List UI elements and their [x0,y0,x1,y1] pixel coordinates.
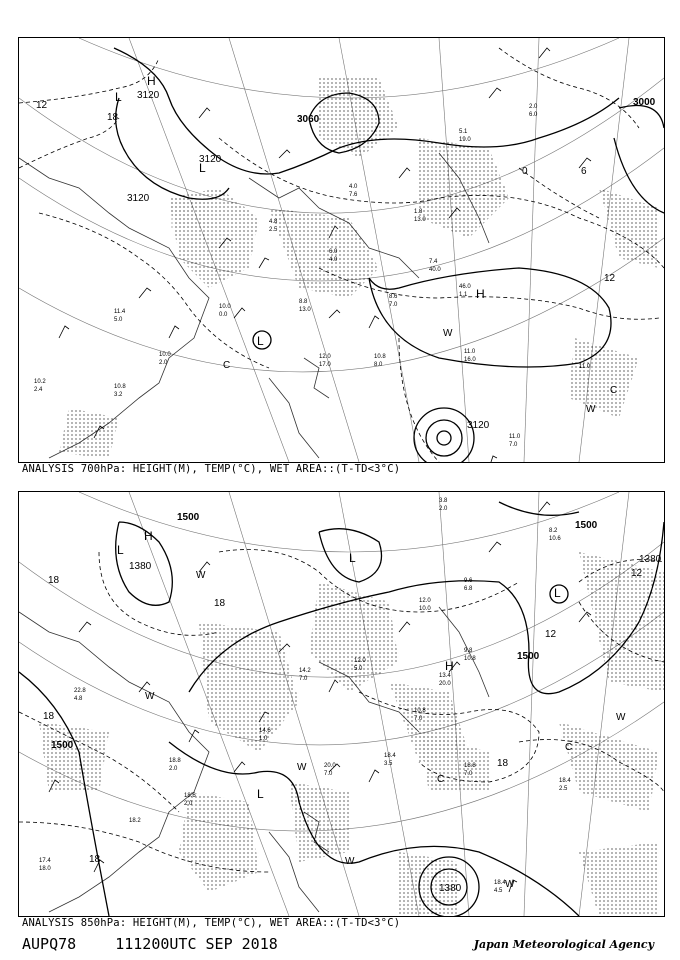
svg-text:8.0: 8.0 [374,362,383,368]
svg-text:8.6: 8.6 [389,294,398,300]
temp-label: 18 [48,575,60,586]
height-label: 3000 [633,97,656,108]
svg-text:18.2: 18.2 [129,818,141,824]
svg-text:4.8: 4.8 [269,219,278,225]
svg-text:5.0: 5.0 [354,666,363,672]
svg-text:8.8: 8.8 [299,299,308,305]
svg-text:13.4: 13.4 [439,673,451,679]
svg-text:5.1: 5.1 [459,129,468,135]
svg-text:3.2: 3.2 [114,392,123,398]
svg-text:11.0: 11.0 [464,349,476,355]
map-panel-850hpa [18,491,665,917]
temp-label: 18 [107,112,119,123]
low-center: L [257,334,264,348]
svg-text:46.0: 46.0 [459,284,471,290]
svg-text:17.4: 17.4 [39,858,51,864]
low-center: L [554,586,561,600]
temp-label: 0 [522,166,528,177]
svg-text:18.4: 18.4 [559,778,571,784]
caption-700hpa: ANALYSIS 700hPa: HEIGHT(M), TEMP(°C), WET AREA::(T-TD<3°C) [22,463,401,475]
svg-text:3.8: 3.8 [439,498,448,504]
height-label: 3120 [137,90,160,101]
svg-text:10.2: 10.2 [34,379,46,385]
svg-text:18.0: 18.0 [39,866,51,872]
svg-text:7.0: 7.0 [509,442,518,448]
svg-text:13.0: 13.0 [299,307,311,313]
svg-text:7.4: 7.4 [429,259,438,265]
svg-text:10.8: 10.8 [374,354,386,360]
svg-text:7.0: 7.0 [464,771,473,777]
low-center: L [257,787,264,801]
temp-label: 18 [497,758,509,769]
map-700hpa [19,38,664,462]
svg-text:0.0: 0.0 [219,312,228,318]
svg-text:17.0: 17.0 [319,362,331,368]
svg-text:7.0: 7.0 [324,771,333,777]
svg-text:40.0: 40.0 [429,267,441,273]
svg-text:2.0: 2.0 [159,360,168,366]
svg-text:18.6: 18.6 [184,793,196,799]
svg-text:18.4: 18.4 [494,880,506,886]
height-label: 3120 [467,420,490,431]
svg-text:4.8: 4.8 [74,696,83,702]
svg-text:20.0: 20.0 [324,763,336,769]
svg-text:11.0: 11.0 [579,364,591,370]
svg-text:2.5: 2.5 [559,786,568,792]
high-center: H [476,287,485,301]
warm-mark: W [443,328,453,339]
warm-mark: W [616,712,626,723]
map-panel-700hpa [18,37,665,463]
warm-mark: W [505,879,515,890]
svg-text:16.0: 16.0 [464,357,476,363]
svg-text:6.0: 6.0 [529,112,538,118]
cold-mark: C [610,385,618,396]
svg-text:4.0: 4.0 [329,257,338,263]
height-label: 1380 [439,883,462,894]
svg-text:14.6: 14.6 [259,728,271,734]
temp-label: 12 [545,629,557,640]
temp-label: 12 [36,100,48,111]
svg-text:10.8: 10.8 [114,384,126,390]
svg-text:2.0: 2.0 [439,506,448,512]
svg-text:12.0: 12.0 [319,354,331,360]
svg-text:6.0: 6.0 [329,249,338,255]
temp-label: 6 [581,166,587,177]
svg-text:8.2: 8.2 [549,528,558,534]
bulletin-datetime: 111200UTC SEP 2018 [115,935,278,953]
svg-text:9.8: 9.8 [464,648,473,654]
svg-text:6.8: 6.8 [464,586,473,592]
height-label: 3120 [127,193,150,204]
svg-text:18.8: 18.8 [464,763,476,769]
svg-text:1.1: 1.1 [459,292,468,298]
height-label: 1380 [129,561,152,572]
svg-text:2.0: 2.0 [184,801,193,807]
temp-label: 18 [43,711,55,722]
height-label: 1500 [517,651,540,662]
svg-text:4.5: 4.5 [494,888,503,894]
high-center: H [147,74,156,88]
high-center: H [445,659,454,673]
height-label: 1500 [51,740,74,751]
caption-850hpa: ANALYSIS 850hPa: HEIGHT(M), TEMP(°C), WET AREA::(T-TD<3°C) [22,917,401,929]
low-center: L [199,161,206,175]
cold-mark: C [565,742,573,753]
svg-text:7.6: 7.6 [349,192,358,198]
svg-text:22.8: 22.8 [74,688,86,694]
svg-text:10.6: 10.6 [549,536,561,542]
svg-text:1.0: 1.0 [259,736,268,742]
temp-label: 18 [214,598,226,609]
svg-text:10.8: 10.8 [464,656,476,662]
svg-text:2.0: 2.0 [169,766,178,772]
svg-text:18.8: 18.8 [169,758,181,764]
map-850hpa [19,492,664,916]
warm-mark: W [196,570,206,581]
svg-text:1.8: 1.8 [414,209,423,215]
svg-text:11.0: 11.0 [509,434,521,440]
height-labels [51,512,662,894]
svg-text:10.0: 10.0 [419,606,431,612]
height-label: 1500 [575,520,598,531]
height-contours [19,502,664,916]
cold-mark: C [437,774,445,785]
svg-text:2.4: 2.4 [34,387,43,393]
svg-text:7.0: 7.0 [389,302,398,308]
height-label: 1500 [177,512,200,523]
svg-text:7.0: 7.0 [414,716,423,722]
svg-text:18.4: 18.4 [384,753,396,759]
low-center: L [349,551,356,565]
warm-mark: W [145,691,155,702]
high-center: H [144,529,153,543]
low-center: L [115,90,122,104]
svg-text:2.5: 2.5 [269,227,278,233]
bulletin-header [22,935,308,953]
svg-text:19.0: 19.0 [459,137,471,143]
temp-label: 12 [604,273,616,284]
low-center: L [117,543,124,557]
svg-text:10.8: 10.8 [414,708,426,714]
svg-text:10.0: 10.0 [219,304,231,310]
warm-mark: W [345,856,355,867]
svg-text:9.6: 9.6 [464,578,473,584]
height-label: 1380 [639,554,662,565]
svg-text:10.0: 10.0 [159,352,171,358]
svg-text:3.5: 3.5 [384,761,393,767]
svg-text:7.0: 7.0 [299,676,308,682]
svg-text:12.0: 12.0 [419,598,431,604]
svg-text:2.0: 2.0 [529,104,538,110]
svg-text:11.4: 11.4 [114,309,126,315]
warm-mark: W [586,404,596,415]
agency-name: Japan Meteorological Agency [473,938,654,951]
bulletin-code: AUPQ78 [22,935,77,953]
temp-label: 18 [89,854,101,865]
cold-mark: C [223,360,231,371]
svg-text:14.2: 14.2 [299,668,311,674]
height-label: 3060 [297,114,320,125]
svg-text:13.0: 13.0 [414,217,426,223]
warm-mark: W [297,762,307,773]
svg-text:20.0: 20.0 [439,681,451,687]
height-label: 3120 [199,154,222,165]
wet-areas [59,78,659,458]
svg-text:5.0: 5.0 [114,317,123,323]
temp-label: 12 [631,568,643,579]
svg-text:4.0: 4.0 [349,184,358,190]
svg-text:12.0: 12.0 [354,658,366,664]
